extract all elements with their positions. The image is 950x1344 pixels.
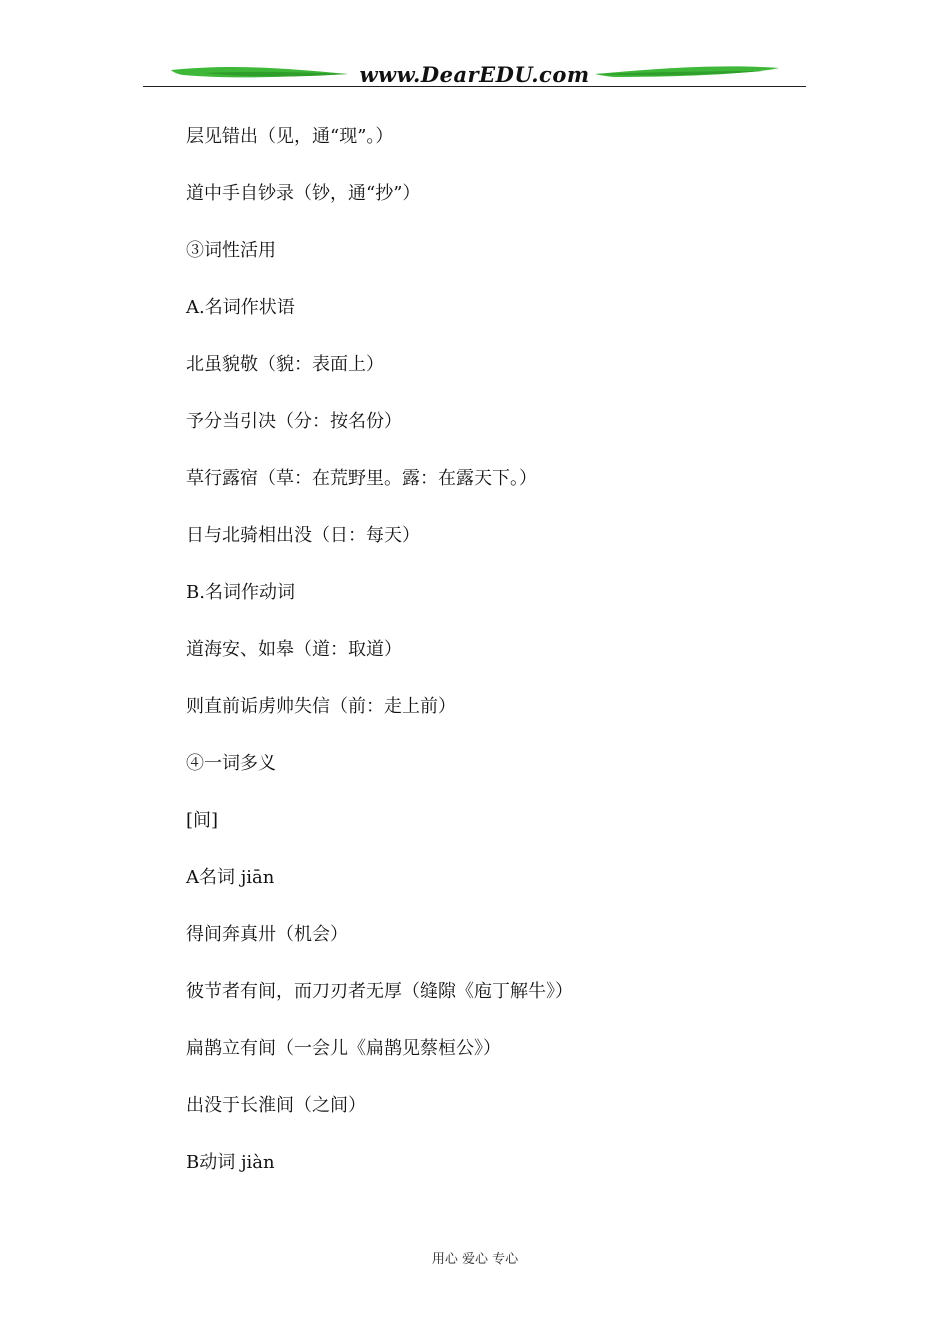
subsection-heading: B动词 jiàn xyxy=(186,1152,275,1173)
text-line: 层见错出（见，通“现”。） xyxy=(186,126,394,147)
section-heading: ④一词多义 xyxy=(186,753,276,774)
text-line: 予分当引决（分：按名份） xyxy=(186,411,402,432)
subsection-heading: A.名词作状语 xyxy=(186,297,295,318)
term-heading: [间] xyxy=(186,810,219,831)
text-line: 则直前诟虏帅失信（前：走上前） xyxy=(186,696,456,717)
subsection-heading: A名词 jiān xyxy=(186,867,275,888)
text-line: 彼节者有间，而刀刃者无厚（缝隙《庖丁解牛》） xyxy=(186,981,573,1002)
text-line: 得间奔真卅（机会） xyxy=(186,924,348,945)
text-line: 北虽貌敬（貌：表面上） xyxy=(186,354,384,375)
text-line: 出没于长淮间（之间） xyxy=(186,1095,366,1116)
text-line: 道中手自钞录（钞，通“抄”） xyxy=(186,183,421,204)
site-url: www.DearEDU.com xyxy=(359,62,590,87)
text-line: 扁鹊立有间（一会儿《扁鹊见蔡桓公》） xyxy=(186,1038,501,1059)
page-footer: 用心 爱心 专心 xyxy=(431,1252,519,1267)
text-line: 草行露宿（草：在荒野里。露：在露天下。） xyxy=(186,468,537,489)
text-line: 日与北骑相出没（日：每天） xyxy=(186,525,420,546)
text-line: 道海安、如皋（道：取道） xyxy=(186,639,402,660)
header-rule xyxy=(143,86,806,87)
document-body xyxy=(186,121,826,1204)
subsection-heading: B.名词作动词 xyxy=(186,582,295,603)
section-heading: ③词性活用 xyxy=(186,240,276,261)
